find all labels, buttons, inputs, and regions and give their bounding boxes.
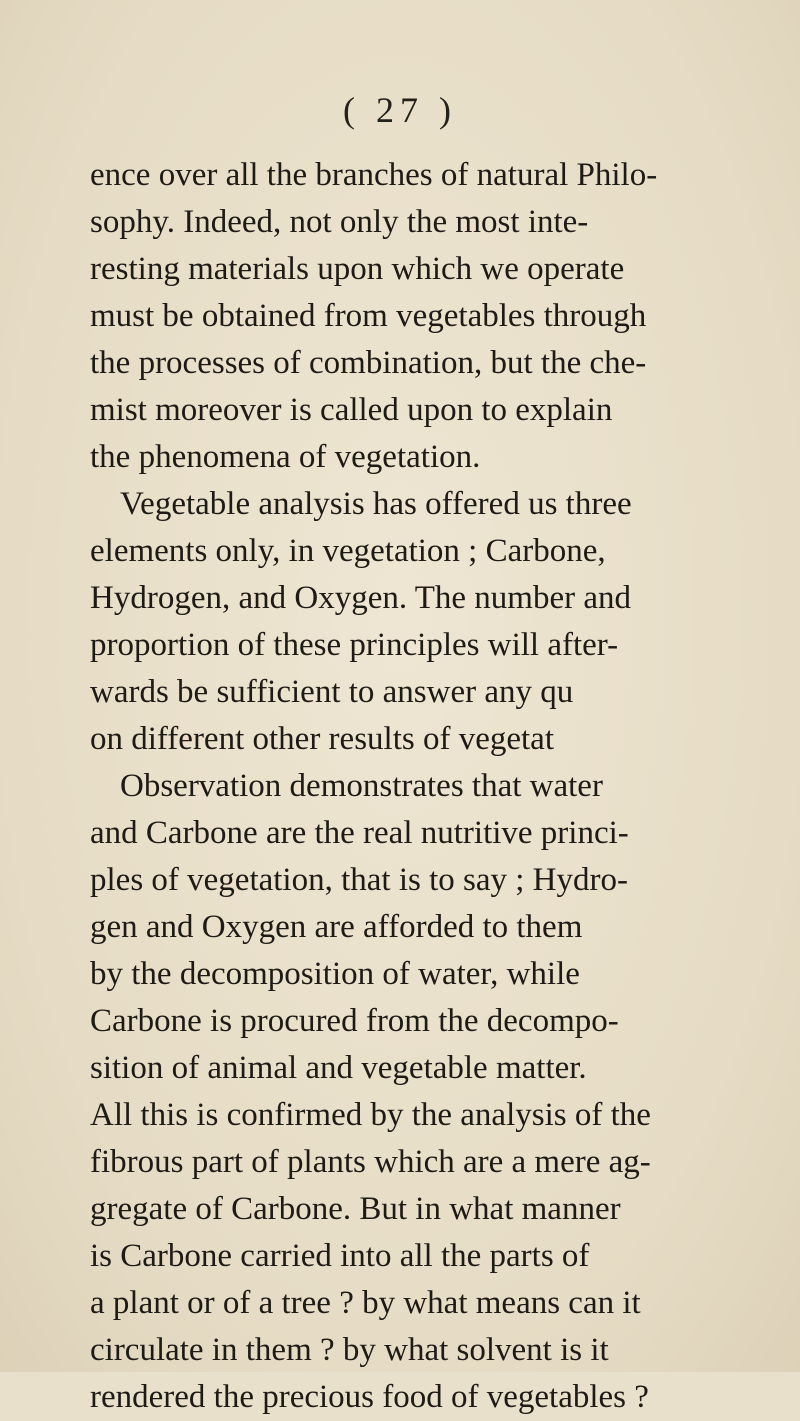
page-number: ( 27 ) [343, 90, 457, 130]
text-line: on different other results of vegetat [90, 721, 554, 757]
text-line: the processes of combination, but the che- [90, 345, 647, 381]
text-line: sition of animal and vegetable matter. [90, 1050, 587, 1086]
text-line: and Carbone are the real nutritive princi- [90, 815, 629, 851]
text-line: sophy. Indeed, not only the most inte- [90, 204, 589, 240]
text-line: All this is confirmed by the analysis of the [90, 1097, 651, 1133]
text-line: Carbone is procured from the decompo- [90, 1003, 619, 1039]
text-line: by the decomposition of water, while [90, 956, 580, 992]
text-line: wards be sufficient to answer any qu [90, 674, 574, 710]
text-line: elements only, in vegetation ; Carbone, [90, 533, 606, 569]
text-line: gen and Oxygen are afforded to them [90, 909, 583, 945]
text-line: resting materials upon which we operate [90, 251, 625, 287]
text-line: Vegetable analysis has offered us three [120, 486, 632, 522]
text-line: proportion of these principles will after- [90, 627, 619, 663]
text-line: must be obtained from vegetables through [90, 298, 647, 334]
text-line: fibrous part of plants which are a mere ag- [90, 1144, 651, 1180]
text-line: mist moreover is called upon to explain [90, 392, 613, 428]
body-text [90, 152, 690, 1421]
text-line: circulate in them ? by what solvent is it [90, 1332, 609, 1368]
text-line: Observation demonstrates that water [120, 768, 603, 804]
text-line: a plant or of a tree ? by what means can it [90, 1285, 641, 1321]
text-line: rendered the precious food of vegetables ? [90, 1379, 649, 1415]
text-line: the phenomena of vegetation. [90, 439, 481, 475]
text-line: is Carbone carried into all the parts of [90, 1238, 590, 1274]
text-line: ence over all the branches of natural Philo- [90, 157, 658, 193]
text-line: ples of vegetation, that is to say ; Hydro- [90, 862, 628, 898]
text-line: gregate of Carbone. But in what manner [90, 1191, 621, 1227]
text-line: Hydrogen, and Oxygen. The number and [90, 580, 632, 616]
